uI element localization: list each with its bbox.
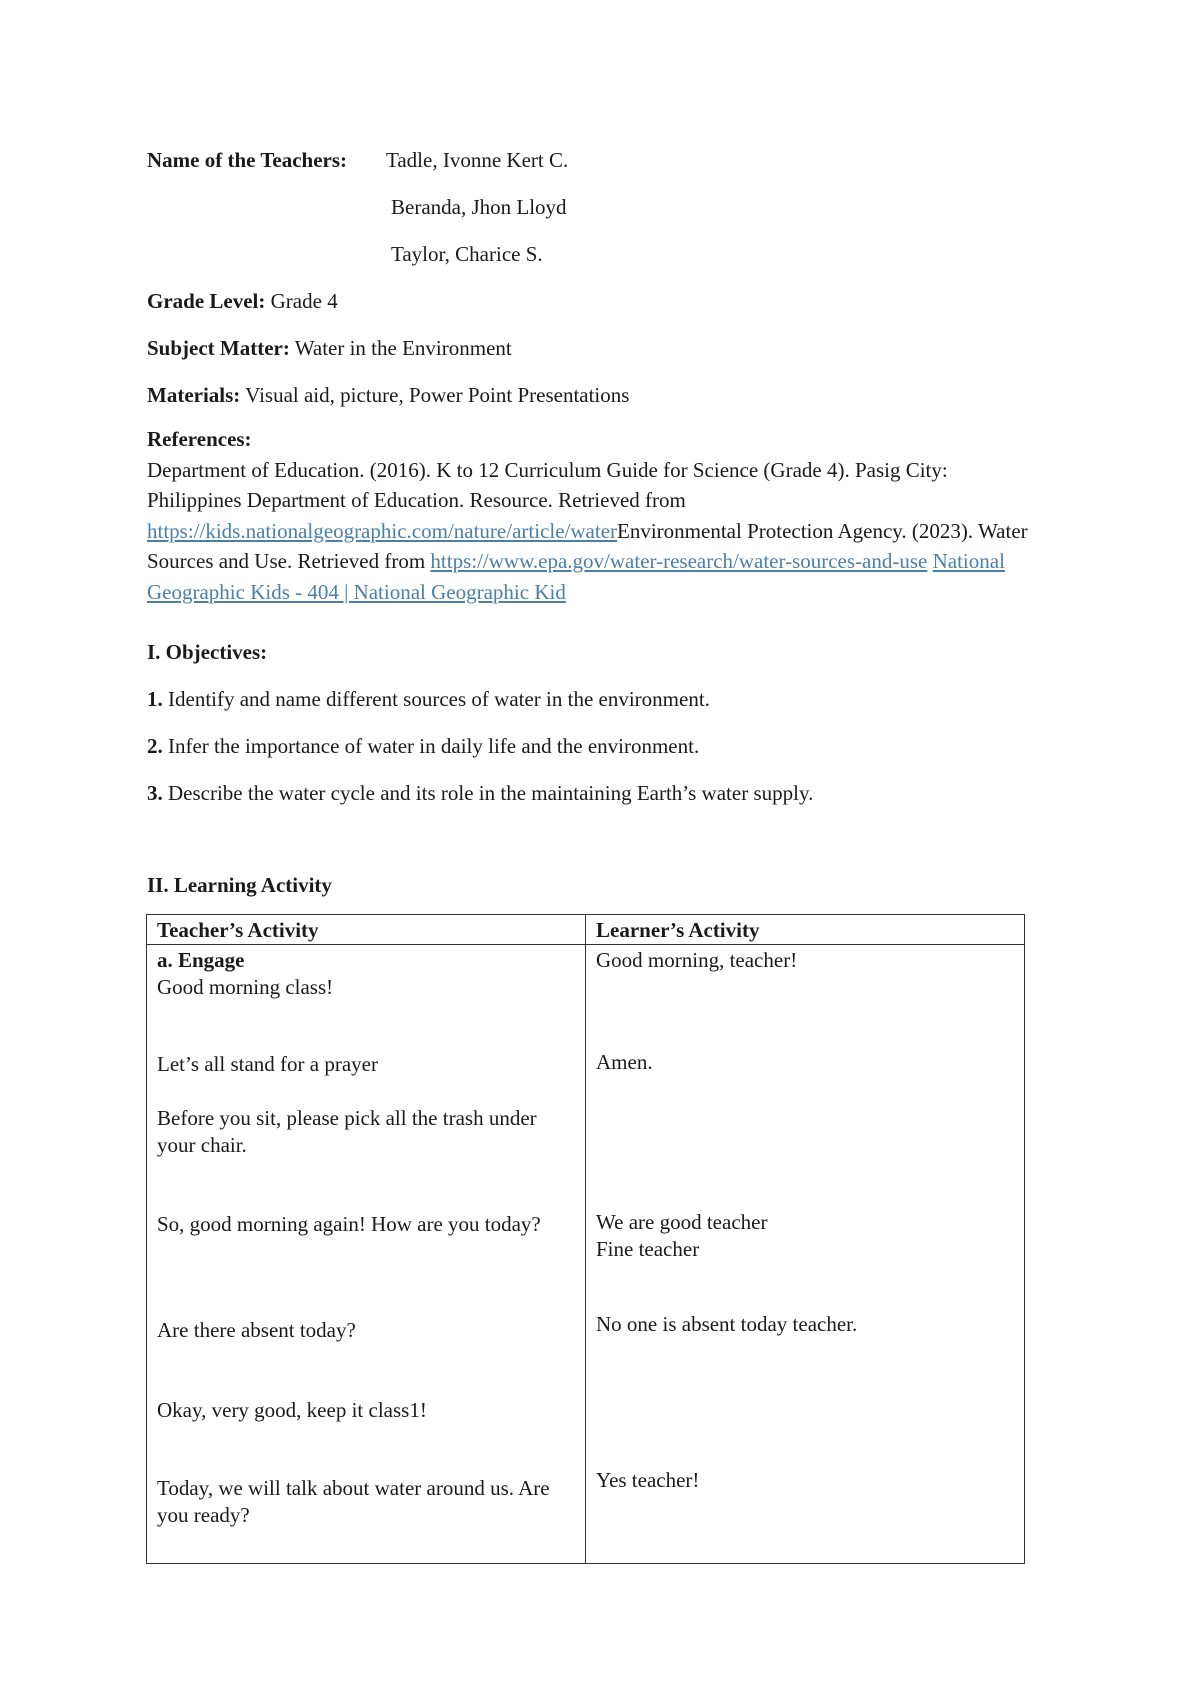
- objective-item: [147, 781, 813, 806]
- learning-activity-table: [146, 914, 1025, 1564]
- subject-label: Subject Matter:: [147, 336, 290, 360]
- reference-epa: Environmental Protection Agency. (2023). Water Sources and Use. Retrieved from: [147, 518, 1028, 573]
- teacher-line: Are there absent today?: [157, 1318, 356, 1342]
- learning-activity-heading-text: II. Learning Activity: [147, 873, 332, 897]
- learner-line: Good morning, teacher!: [596, 948, 798, 972]
- learner-line: Yes teacher!: [596, 1468, 700, 1492]
- materials-row: [147, 383, 629, 408]
- references-text: [147, 455, 1047, 608]
- learning-activity-heading: [147, 873, 332, 898]
- teachers-label: Name of the Teachers:: [147, 148, 348, 172]
- teacher-line: Today, we will talk about water around us. Are you ready?: [157, 1476, 550, 1527]
- teacher-activity-header: Teacher’s Activity: [147, 915, 586, 945]
- reference-link-natgeo-kids[interactable]: National Geographic Kids - 404 | National Geographic Kid: [147, 549, 1005, 604]
- objective-item: [147, 687, 710, 712]
- teacher-name-2: Beranda, Jhon Lloyd: [391, 195, 567, 219]
- reference-link-natgeo[interactable]: https://kids.nationalgeographic.com/nature/article/water: [147, 518, 618, 543]
- objectives-heading: [147, 640, 267, 665]
- learner-line: Amen.: [596, 1050, 653, 1074]
- reference-deped: Department of Education. (2016). K to 12 Curriculum Guide for Science (Grade 4). Pasig City: Philippines Department of Education. Resource. Retrieved from: [147, 457, 948, 512]
- table-row: [147, 945, 1025, 1564]
- objective-text: Identify and name different sources of water in the environment.: [168, 687, 710, 711]
- learner-activity-header: Learner’s Activity: [586, 915, 1025, 945]
- objective-number: 2.: [147, 734, 163, 758]
- teachers-row: [147, 148, 347, 173]
- table-header-row: [147, 915, 1025, 945]
- grade-value: Grade 4: [270, 289, 338, 313]
- objective-text: Describe the water cycle and its role in the maintaining Earth’s water supply.: [168, 781, 814, 805]
- references-label: References:: [147, 427, 252, 451]
- learner-activity-cell: [586, 945, 1025, 1564]
- learner-line: No one is absent today teacher.: [596, 1312, 858, 1336]
- engage-section-label: a. Engage: [157, 948, 245, 972]
- teacher-name-3: Taylor, Charice S.: [391, 242, 543, 266]
- learner-line: We are good teacher: [596, 1210, 768, 1234]
- teacher-line: So, good morning again! How are you today?: [157, 1212, 541, 1236]
- objective-item: [147, 734, 699, 759]
- subject-row: [147, 336, 512, 361]
- references-block: [147, 424, 1047, 607]
- materials-label: Materials:: [147, 383, 241, 407]
- teacher-line: Let’s all stand for a prayer: [157, 1052, 378, 1076]
- learner-line: Fine teacher: [596, 1237, 700, 1261]
- grade-row: [147, 289, 338, 314]
- subject-value: Water in the Environment: [294, 336, 512, 360]
- teacher-line: Okay, very good, keep it class1!: [157, 1398, 427, 1422]
- teacher-name-1: Tadle, Ivonne Kert C.: [386, 148, 569, 172]
- teacher-line: Good morning class!: [157, 975, 334, 999]
- objective-number: 3.: [147, 781, 163, 805]
- objectives-heading-text: I. Objectives:: [147, 640, 268, 664]
- materials-value: Visual aid, picture, Power Point Presentations: [245, 383, 630, 407]
- teacher-activity-cell: [147, 945, 586, 1564]
- grade-label: Grade Level:: [147, 289, 266, 313]
- reference-link-epa[interactable]: https://www.epa.gov/water-research/water-sources-and-use: [430, 549, 928, 573]
- objective-text: Infer the importance of water in daily life and the environment.: [168, 734, 700, 758]
- objective-number: 1.: [147, 687, 163, 711]
- teacher-line: Before you sit, please pick all the trash under your chair.: [157, 1106, 537, 1157]
